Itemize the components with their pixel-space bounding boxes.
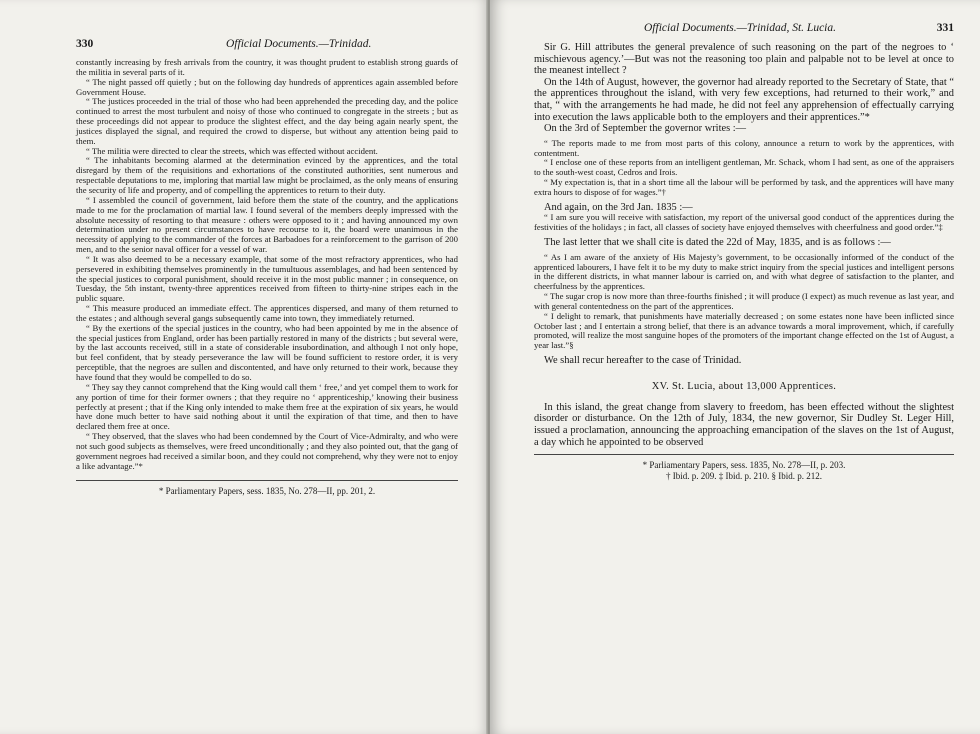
left-paragraph: constantly increasing by fresh arrivals from the country, it was thought prudent to establish strong guards of the militia in several parts of it. (76, 57, 458, 77)
right-footnotes (534, 454, 954, 482)
left-body (76, 58, 458, 471)
quote-block-1 (534, 139, 954, 198)
right-running-title: Official Documents.—Trinidad, St. Lucia. (644, 22, 836, 34)
quote-paragraph: “ I enclose one of these reports from an intelligent gentleman, Mr. Schack, whom I had sent, as one of the appraisers to the south-west coast, Cedros and Irois. (534, 157, 954, 178)
right-footnote: * Parliamentary Papers, sess. 1835, No. 278—II, p. 203. (642, 460, 846, 471)
quote-paragraph: “ As I am aware of the anxiety of His Majesty’s government, to be occasionally informed of the conduct of the apprenticed labourers, I have felt it to be my duty to make strict inquiry from the special justices and intelligent persons in the different districts, in what manner labour is carried on, and with what degree of satisfaction to the planter, and cheerfulness by the apprentices. (534, 251, 954, 292)
right-paragraph: On the 3rd of September the governor writes :— (544, 123, 746, 135)
quote-paragraph: “ The reports made to me from most parts of this colony, announce a return to work by the apprentices, with contentment. (534, 137, 954, 158)
right-paragraph: Sir G. Hill attributes the general prevalence of such reasoning on the part of the negroes to ‘ mischievous agency.’—But was not the reasoning too plain and palpable not to be level at once to the meanest intellect ? (534, 42, 954, 77)
right-body-mid2 (534, 237, 954, 249)
left-paragraph: “ It was also deemed to be a necessary example, that some of the most refractory apprentices, who had persevered in exhibiting themselves prominently in the tumultuous assemblages, and had been sentenced by the special justices to corporal punishment, should receive it in the most public manner ; in consequence, on Tuesday, the 5th instant, twenty-three apprentices received from fifteen to thirty-nine stripes each in the public square. (76, 253, 458, 304)
quote-paragraph: “ My expectation is, that in a short time all the labour will be performed by task, and the apprentices will have many extra hours to dispose of for wages.”† (534, 177, 954, 197)
right-body-top (534, 42, 954, 135)
left-paragraph: “ By the exertions of the special justices in the country, who had been appointed by me in the absence of the special justices from England, order has been partially restored in many of the districts ; but several were, by the last accounts received, still in a state of considerable insubordination, and although I not only hope, but feel confident, that by steady perseverance the law will be found sufficient to restore order, it is very perceptible, that the negroes are sullen and discontented, and have only returned to their work, because they have found that they would be compelled to do so. (76, 322, 458, 382)
left-paragraph: “ They say they cannot comprehend that the King would call them ‘ free,’ and yet compel them to work for any portion of time for their former owners ; that they require no ‘ apprenticeship,’ knowing their business perfectly at present ; that if the King only intended to make them free at the expiration of six years, he would have done much better to have said nothing about it until the expiration of that time, and then to have declared them free at once. (76, 381, 458, 432)
right-body-section (534, 402, 954, 448)
left-footnote: * Parliamentary Papers, sess. 1835, No. 278—II, pp. 201, 2. (76, 480, 458, 496)
right-page-number: 331 (936, 22, 954, 34)
quote-paragraph: “ I delight to remark, that punishments have materially decreased ; on some estates none have been inflicted since October last ; and I entertain a strong belief, that there is an advance towards a moral improvement, which, if carefully promoted, will realize the most sanguine hopes of the promoters of the important change effected on the 1st of August, a year last.”§ (534, 310, 954, 351)
left-paragraph: “ The night passed off quietly ; but on the following day hundreds of apprentices again assembled before Government House. (76, 76, 458, 97)
left-page (0, 0, 488, 734)
left-page-number: 330 (76, 38, 94, 50)
right-page (490, 0, 980, 734)
right-paragraph: The last letter that we shall cite is dated the 22d of May, 1835, and is as follows :— (544, 237, 891, 249)
right-body-end (534, 355, 954, 367)
left-paragraph: “ The militia were directed to clear the streets, which was effected without accident. (86, 145, 378, 156)
left-running-head (76, 38, 458, 54)
left-paragraph: “ The inhabitants becoming alarmed at the determination evinced by the apprentices, and the total disregard by them of the requisitions and exhortations of the constituted authorities, sent numerous and respectable deputations to me, imploring that martial law might be proclaimed, as the only means of ensuring the security of life and property, and of compelling the apprentices to return to their duty. (76, 155, 458, 195)
left-paragraph: “ The justices proceeded in the trial of those who had been apprehended the preceding day, and the police continued to arrest the most turbulent and noisy of those who continued to congregate in the streets ; but as these proceedings did not appear to produce the slightest effect, and the day being again nearly spent, the justices displayed the signal, and required the crowd to disperse, but without any attention being paid to them. (76, 96, 458, 146)
quote-block-2 (534, 213, 954, 233)
right-paragraph: In this island, the great change from slavery to freedom, has been effected without the slightest disorder or disturbance. On the 12th of July, 1834, the new governor, Sir Dudley St. Leger Hill, issued a proclamation, announcing the approaching emancipation of the slaves on the 1st of August, a day which he appointed to be observed (534, 401, 954, 448)
quote-block-3 (534, 253, 954, 351)
section-heading: XV. St. Lucia, about 13,000 Apprentices. (651, 380, 837, 392)
right-paragraph: And again, on the 3rd Jan. 1835 :— (544, 201, 693, 213)
right-footnote: † Ibid. p. 209. ‡ Ibid. p. 210. § Ibid. p. 212. (666, 471, 822, 482)
left-paragraph: “ I assembled the council of government, laid before them the state of the country, and the applications made to me for the proclamation of martial law. I found several of the members deeply impressed with the absolute necessity of resorting to that measure : others were opposed to it ; and having announced my own determination under no present circumstances to have recourse to it, the board were unanimous in the necessity of applying to the commander of the forces at Barbadoes for a reinforcement to the garrison of 200 men, and to the senior naval officer for a vessel of war. (76, 194, 458, 255)
quote-paragraph: “ The sugar crop is now more than three-fourths finished ; it will produce (I expect) as much revenue as last year, and with general contentedness on the part of the apprentices. (534, 291, 954, 311)
left-paragraph: “ This measure produced an immediate effect. The apprentices dispersed, and many of them returned to the estates ; and although several gangs subsequently came into town, they immediately returned. (76, 303, 458, 323)
left-paragraph: “ They observed, that the slaves who had been condemned by the Court of Vice-Admiralty, and who were not such good subjects as themselves, were freed unconditionally ; and they also pointed out, that the gang of government negroes had received a similar boon, and they could not comprehend, why they were not to enjoy a like advantage.”* (76, 431, 458, 471)
right-paragraph: We shall recur hereafter to the case of Trinidad. (544, 355, 742, 367)
quote-paragraph: “ I am sure you will receive with satisfaction, my report of the universal good conduct of the apprentices during the festivities of the holidays ; in fact, all classes of society have enjoyed themselves with cheerfulness and good order.”‡ (534, 212, 954, 233)
right-paragraph: On the 14th of August, however, the governor had already reported to the Secretary of State, that “ the apprentices throughout the island, with very few exceptions, had returned to their work,” and that, “ with the arrangements he had made, he did not feel any apprehension of effectually carrying into execution the laws applicable both to the employers and their apprentices.”* (534, 76, 954, 123)
left-running-title: Official Documents.—Trinidad. (226, 38, 372, 50)
right-running-head (534, 22, 954, 38)
